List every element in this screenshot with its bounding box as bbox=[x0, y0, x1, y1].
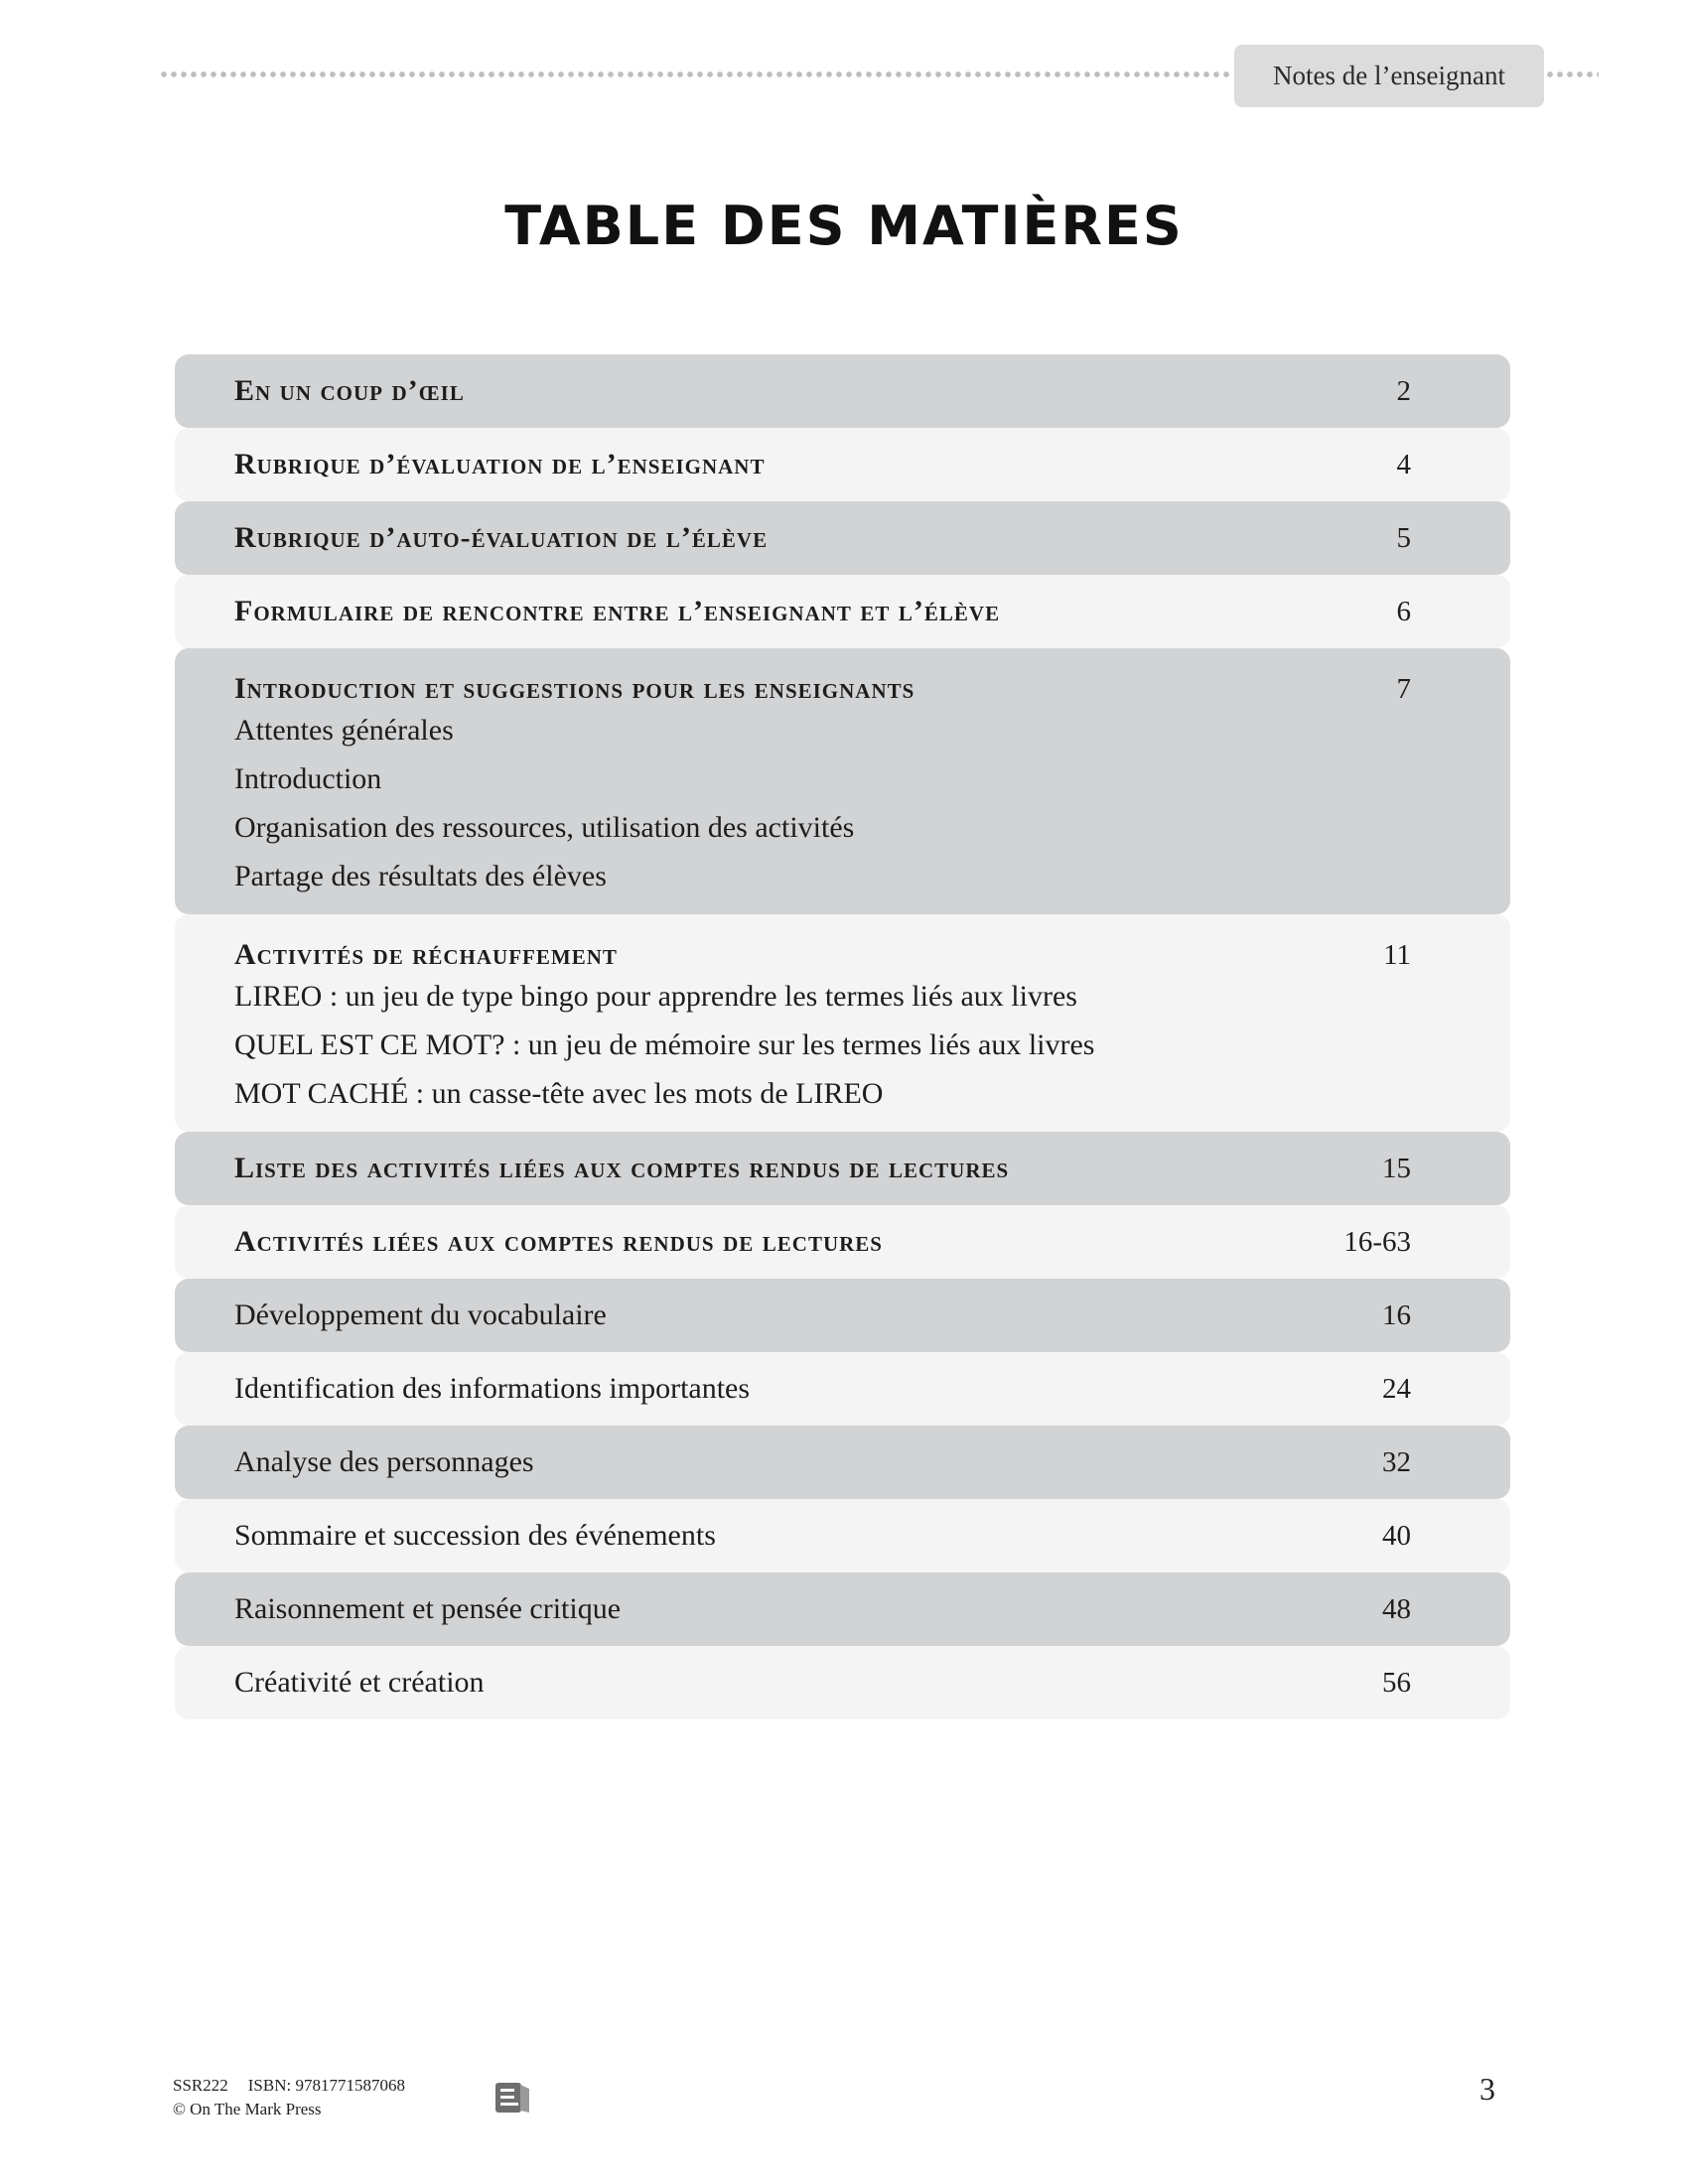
toc-sub-entry: MOT CACHÉ : un casse-tête avec les mots de LIREO bbox=[234, 1077, 884, 1110]
toc-entry-page: 40 bbox=[1382, 1519, 1411, 1552]
toc-entry-label: Créativité et création bbox=[234, 1666, 485, 1699]
toc-entry-page: 11 bbox=[1383, 939, 1411, 971]
toc-row bbox=[175, 1205, 1510, 1279]
header-dotted-line-right bbox=[1545, 70, 1599, 78]
toc-entry-label: Identification des informations importantes bbox=[234, 1372, 751, 1405]
toc-entry-page: 2 bbox=[1396, 374, 1411, 407]
toc-row-heading bbox=[234, 1205, 1411, 1279]
toc-row bbox=[175, 1132, 1510, 1205]
footer-product-code: SSR222 bbox=[173, 2076, 228, 2095]
toc-row bbox=[175, 648, 1510, 914]
toc-row-heading bbox=[234, 648, 1411, 706]
toc-entry-label: Formulaire de rencontre entre l’enseignant et l’élève bbox=[234, 595, 1001, 627]
header-dotted-line-left bbox=[159, 70, 1229, 78]
toc-entry-page: 5 bbox=[1396, 521, 1411, 554]
toc-row bbox=[175, 1499, 1510, 1572]
toc-row-heading bbox=[234, 1279, 1411, 1352]
footer-copyright: © On The Mark Press bbox=[173, 2100, 322, 2118]
toc-entry-page: 6 bbox=[1396, 595, 1411, 627]
toc-row-heading bbox=[234, 354, 1411, 428]
toc-entry-label: Analyse des personnages bbox=[234, 1445, 534, 1478]
toc-entry-label: Activités de réchauffement bbox=[234, 938, 618, 971]
toc-row bbox=[175, 1426, 1510, 1499]
toc-row-heading bbox=[234, 914, 1411, 972]
page-number: 3 bbox=[1479, 2071, 1495, 2107]
page-title: TABLE DES MATIÈRES bbox=[504, 195, 1184, 257]
toc-row-heading bbox=[234, 1572, 1411, 1646]
toc-entry-page: 15 bbox=[1382, 1152, 1411, 1184]
footer-isbn: ISBN: 9781771587068 bbox=[247, 2076, 405, 2095]
toc-entry-label: Rubrique d’évaluation de l’enseignant bbox=[234, 448, 766, 480]
toc-sub-entry: Organisation des ressources, utilisation des activités bbox=[234, 811, 855, 844]
toc-row-heading bbox=[234, 428, 1411, 501]
toc-entry-page: 7 bbox=[1396, 673, 1411, 705]
toc-row bbox=[175, 575, 1510, 648]
toc-sub-entry: QUEL EST CE MOT? : un jeu de mémoire sur les termes liés aux livres bbox=[234, 1028, 1095, 1061]
toc-entry-page: 16-63 bbox=[1343, 1225, 1411, 1258]
toc-sub-entry: Partage des résultats des élèves bbox=[234, 860, 607, 892]
toc-entry-label: Sommaire et succession des événements bbox=[234, 1519, 716, 1552]
toc-entry-label: Introduction et suggestions pour les enseignants bbox=[234, 672, 915, 705]
table-of-contents bbox=[175, 354, 1510, 1719]
toc-row bbox=[175, 1572, 1510, 1646]
toc-entry-page: 32 bbox=[1382, 1445, 1411, 1478]
book-stack-icon bbox=[492, 2079, 532, 2116]
toc-row bbox=[175, 1646, 1510, 1719]
toc-entry-label: En un coup d’œil bbox=[234, 374, 465, 407]
toc-row bbox=[175, 354, 1510, 428]
toc-row bbox=[175, 428, 1510, 501]
toc-entry-page: 24 bbox=[1382, 1372, 1411, 1405]
toc-row bbox=[175, 914, 1510, 1132]
toc-sub-entry: LIREO : un jeu de type bingo pour apprendre les termes liés aux livres bbox=[234, 980, 1077, 1013]
toc-entry-label: Liste des activités liées aux comptes rendus de lectures bbox=[234, 1152, 1010, 1184]
toc-row bbox=[175, 1352, 1510, 1426]
toc-row-heading bbox=[234, 1499, 1411, 1572]
toc-entry-label: Activités liées aux comptes rendus de lectures bbox=[234, 1225, 883, 1258]
toc-sub-entry: Introduction bbox=[234, 762, 382, 795]
toc-row bbox=[175, 1279, 1510, 1352]
toc-entry-page: 56 bbox=[1382, 1666, 1411, 1699]
toc-row-heading bbox=[234, 501, 1411, 575]
header-section-tab bbox=[1234, 45, 1544, 107]
toc-entry-page: 16 bbox=[1382, 1298, 1411, 1331]
toc-entry-page: 48 bbox=[1382, 1592, 1411, 1625]
toc-row-heading bbox=[234, 1352, 1411, 1426]
toc-sub-entry: Attentes générales bbox=[234, 714, 454, 747]
footer-publication-info bbox=[173, 2074, 405, 2121]
toc-row bbox=[175, 501, 1510, 575]
toc-entry-label: Développement du vocabulaire bbox=[234, 1298, 607, 1331]
toc-entry-label: Rubrique d’auto-évaluation de l’élève bbox=[234, 521, 769, 554]
toc-entry-page: 4 bbox=[1396, 448, 1411, 480]
toc-row-heading bbox=[234, 575, 1411, 648]
toc-row-heading bbox=[234, 1132, 1411, 1205]
toc-row-heading bbox=[234, 1646, 1411, 1719]
toc-row-heading bbox=[234, 1426, 1411, 1499]
header-section-label: Notes de l’enseignant bbox=[1273, 61, 1505, 90]
toc-entry-label: Raisonnement et pensée critique bbox=[234, 1592, 622, 1625]
